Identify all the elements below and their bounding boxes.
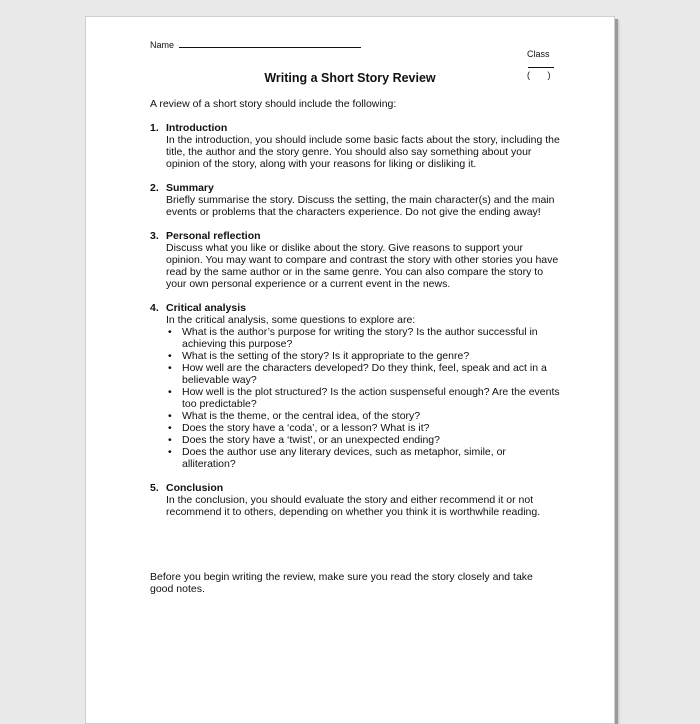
list-item [166,362,560,386]
section-number: 2. [150,182,159,194]
section-heading: Conclusion [166,482,224,494]
list-item-text: What is the setting of the story? Is it appropriate to the genre? [182,350,470,362]
bullet-icon: • [168,350,172,362]
section-number: 3. [150,230,159,242]
list-item-text: How well is the plot structured? Is the action suspenseful enough? Are the events too predictable? [182,386,560,410]
section-personal-reflection [150,230,560,290]
bullet-icon: • [168,422,172,434]
list-item-text: What is the author’s purpose for writing the story? Is the author successful in achieving this purpose? [182,326,538,350]
document-page [85,16,615,724]
section-introduction [150,122,560,170]
bullet-icon: • [168,386,172,398]
list-item-text: What is the theme, or the central idea, of the story? [182,410,421,422]
name-label: Name [150,40,175,50]
bullet-icon: • [168,362,172,374]
section-number: 4. [150,302,159,314]
bullet-icon: • [168,410,172,422]
question-list [166,326,560,470]
intro-text: A review of a short story should include the following: [150,98,397,110]
list-item [166,350,560,362]
list-item [166,326,560,350]
list-item [166,446,560,470]
section-number: 5. [150,482,159,494]
list-item [166,422,560,434]
class-label: Class [527,49,550,59]
class-parens: ( ) [527,70,551,80]
list-item-text: Does the story have a ‘coda’, or a lesson? What is it? [182,422,430,434]
section-number: 1. [150,122,159,134]
list-item-text: How well are the characters developed? Do they think, feel, speak and act in a believable way? [182,362,547,386]
section-heading: Critical analysis [166,302,246,314]
class-blank-line [528,59,554,68]
section-critical-analysis [150,302,560,470]
section-body: Briefly summarise the story. Discuss the setting, the main character(s) and the main events or problems that the characters experience. Do not give the ending away! [166,194,555,218]
section-body: In the conclusion, you should evaluate the story and either recommend it or not recommend it to others, depending on whether you think it is worthwhile reading. [166,494,541,518]
section-heading: Summary [166,182,214,194]
list-item-text: Does the author use any literary devices, such as metaphor, simile, or alliteration? [182,446,506,470]
name-blank-line [179,39,361,48]
bullet-icon: • [168,434,172,446]
section-conclusion [150,482,560,518]
sections-list [150,122,560,530]
list-item [166,386,560,410]
list-item [166,434,560,446]
closing-note: Before you begin writing the review, make sure you read the story closely and take good notes. [150,571,533,595]
document-title: Writing a Short Story Review [264,71,436,85]
bullet-icon: • [168,446,172,458]
section-body: Discuss what you like or dislike about the story. Give reasons to support your opinion. You may want to compare and contrast the story with other stories you have read by the same author or in the same genre. You can also compare the story to your own personal experience or a current event in the news. [166,242,559,290]
bullet-icon: • [168,326,172,338]
name-field [150,39,361,50]
list-item-text: Does the story have a ‘twist’, or an unexpected ending? [182,434,440,446]
section-body: In the introduction, you should include some basic facts about the story, including the title, the author and the story genre. You should also say something about your opinion of the story, along with your reasons for liking or disliking it. [166,134,560,170]
section-heading: Personal reflection [166,230,261,242]
list-item [166,410,560,422]
section-heading: Introduction [166,122,228,134]
section-summary [150,182,560,218]
section-body: In the critical analysis, some questions to explore are: [166,314,416,326]
